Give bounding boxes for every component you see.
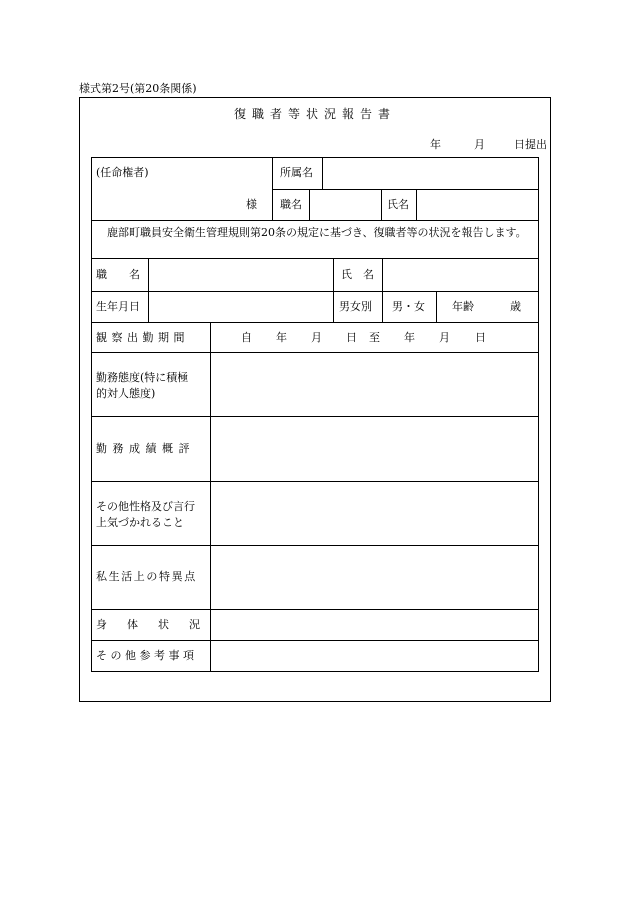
personality-label-line2: 上気づかれること — [96, 516, 184, 529]
personality-label-line1: その他性格及び言行 — [96, 500, 195, 513]
attitude-field[interactable] — [211, 353, 538, 415]
age-unit: 歳 — [510, 300, 521, 313]
other-field[interactable] — [211, 641, 538, 671]
physical-field[interactable] — [211, 610, 538, 639]
private-life-label: 私生活上の特異点 — [96, 570, 197, 583]
birth-label: 生年月日 — [96, 300, 140, 313]
statement-text: 鹿部町職員安全衛生管理規則第20条の規定に基づき、復職者等の状況を報告します。 — [107, 226, 527, 239]
dept-field[interactable] — [323, 158, 538, 188]
sex-label: 男女別 — [339, 300, 372, 313]
obs-day-2: 日 — [475, 331, 486, 344]
appointer-post-label: 職名 — [280, 198, 302, 211]
observation-label: 観察出勤期間 — [96, 331, 189, 344]
attitude-label — [96, 370, 188, 402]
form-number: 様式第2号(第20条関係) — [79, 82, 197, 95]
birth-field[interactable] — [149, 292, 332, 322]
obs-month-1: 月 — [311, 331, 322, 344]
obs-to: 至 — [369, 331, 380, 344]
private-life-field[interactable] — [211, 546, 538, 608]
date-month-label: 月 — [474, 138, 485, 151]
divider — [272, 157, 273, 221]
divider — [381, 189, 382, 221]
obs-from: 自 — [241, 331, 252, 344]
appointer-post-field[interactable] — [310, 190, 380, 220]
obs-year-2: 年 — [404, 331, 415, 344]
age-label: 年齢 — [452, 300, 474, 313]
appointer-name-label: 氏名 — [387, 198, 409, 211]
employee-post-field[interactable] — [149, 260, 332, 290]
employee-post-label: 職 名 — [96, 268, 140, 281]
obs-day-1: 日 — [346, 331, 357, 344]
attitude-label-line2: 的対人態度) — [96, 387, 156, 400]
personality-label — [96, 499, 195, 531]
physical-label: 身体状況 — [96, 618, 220, 631]
form-title: 復職者等状況報告書 — [233, 107, 396, 121]
dept-label: 所属名 — [280, 166, 313, 179]
obs-year-1: 年 — [276, 331, 287, 344]
personality-field[interactable] — [211, 482, 538, 544]
submission-date — [430, 136, 547, 152]
sex-options[interactable]: 男・女 — [392, 300, 425, 313]
performance-label: 勤務成績概評 — [96, 442, 195, 455]
other-label: その他参考事項 — [96, 649, 198, 662]
divider — [333, 259, 334, 323]
date-day-submit-label: 日提出 — [514, 138, 547, 151]
appointer-label: (任命権者) — [96, 166, 149, 179]
honorific-label: 様 — [246, 198, 257, 211]
divider — [436, 291, 437, 323]
performance-field[interactable] — [211, 417, 538, 480]
employee-name-label: 氏 名 — [341, 268, 374, 281]
appointer-name-field[interactable] — [417, 190, 538, 220]
date-year-label: 年 — [430, 138, 441, 151]
employee-name-field[interactable] — [383, 260, 538, 290]
obs-month-2: 月 — [439, 331, 450, 344]
attitude-label-line1: 勤務態度(特に積極 — [96, 371, 189, 384]
